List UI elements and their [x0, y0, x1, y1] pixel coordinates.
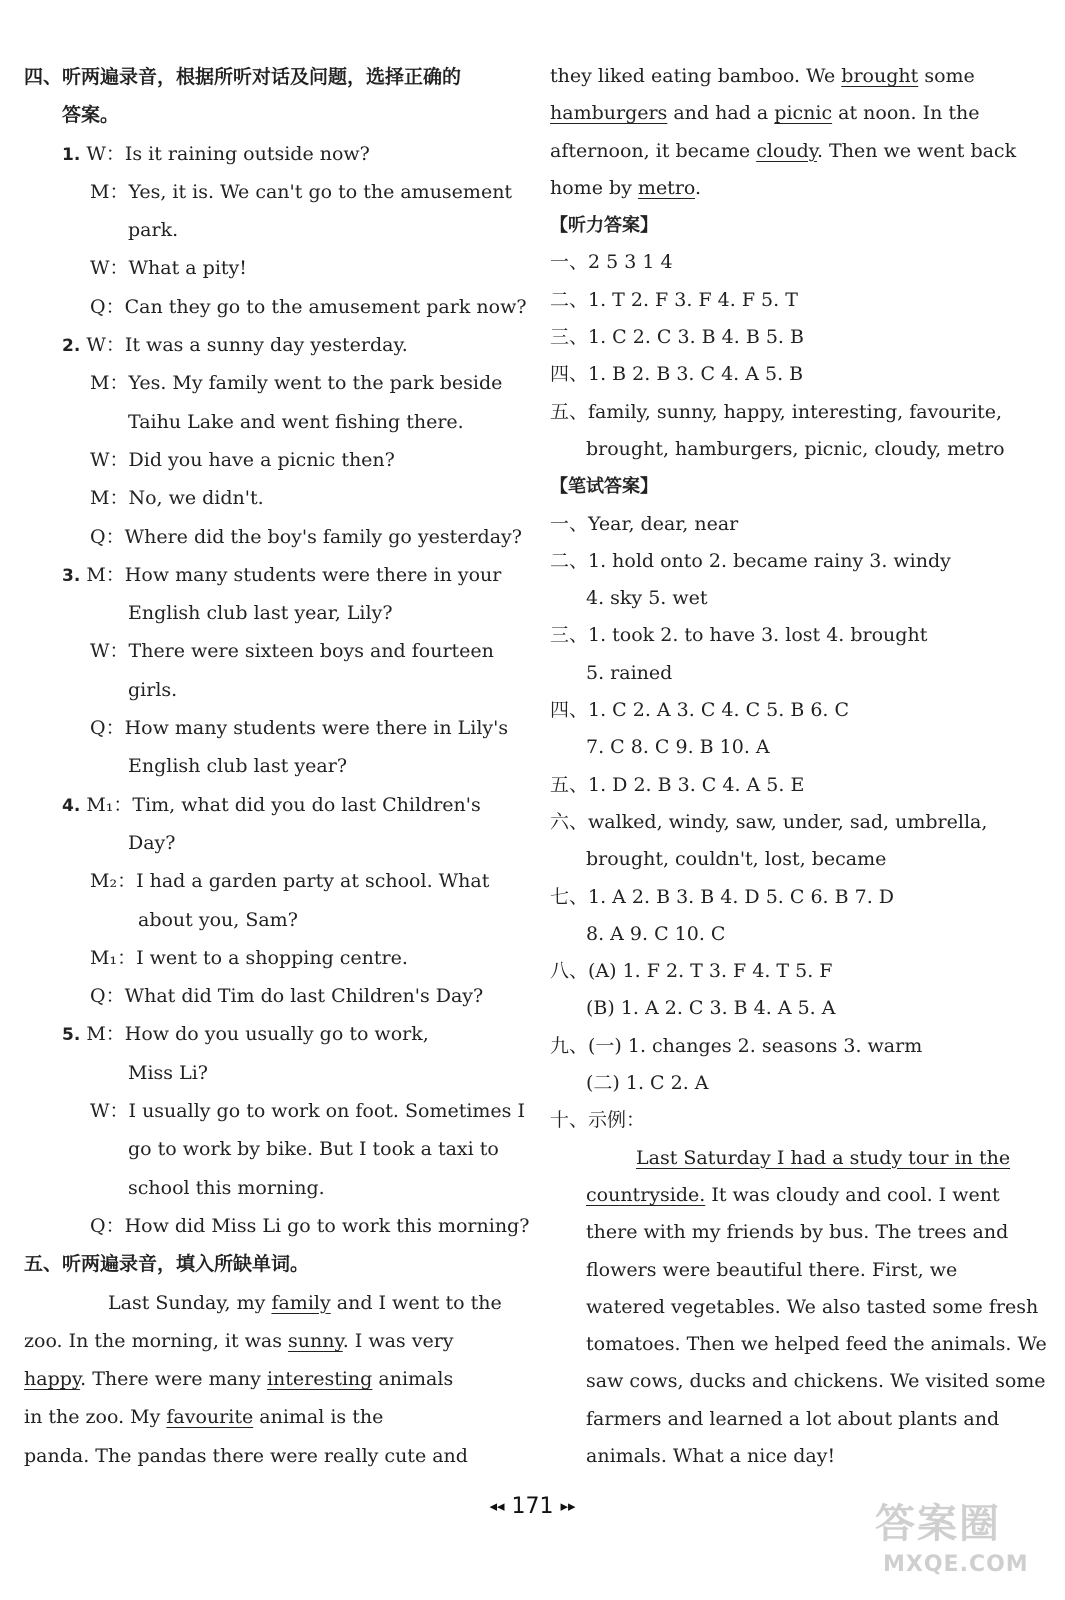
- q4-m2: M₂：I had a garden party at school. What: [90, 870, 490, 893]
- blank-picnic: picnic: [774, 102, 833, 125]
- q2-m1-cont: Taihu Lake and went fishing there.: [128, 410, 464, 433]
- q2-m2: M：No, we didn't.: [90, 487, 264, 510]
- q1-w1: 1. W：Is it raining outside now?: [62, 142, 370, 165]
- q2-w2: W：Did you have a picnic then?: [90, 448, 395, 471]
- passage-line-9: home by metro.: [550, 176, 702, 199]
- watermark-url: MXQE.COM: [883, 1552, 1029, 1577]
- written-answer-2-cont: 4. sky 5. wet: [586, 587, 708, 610]
- written-answers-header: 【笔试答案】: [550, 476, 658, 498]
- q4-m2-cont: about you, Sam?: [138, 908, 298, 931]
- q5-w1-cont2: school this morning.: [128, 1176, 325, 1199]
- blank-sunny: sunny: [288, 1329, 343, 1352]
- essay-line-1: Last Saturday I had a study tour in the: [636, 1146, 1011, 1169]
- watermark: [875, 1486, 1029, 1586]
- written-answer-2: 二、1. hold onto 2. became rainy 3. windy: [550, 549, 951, 572]
- essay-line-3: there with my friends by bus. The trees and: [586, 1221, 1009, 1244]
- q5-m1-cont: Miss Li?: [128, 1061, 208, 1084]
- q1-question: Q：Can they go to the amusement park now?: [90, 295, 527, 318]
- passage-line-4: in the zoo. My favourite animal is the: [24, 1406, 384, 1429]
- q2-w1: 2. W：It was a sunny day yesterday.: [62, 334, 408, 357]
- section-4-title-cont: 答案。: [62, 104, 120, 127]
- section-5-title: 五、听两遍录音，填入所缺单词。: [24, 1253, 310, 1276]
- q3-m1: 3. M：How many students were there in your: [62, 563, 502, 586]
- written-answer-9: 九、(一) 1. changes 2. seasons 3. warm: [550, 1034, 923, 1057]
- blank-interesting: interesting: [266, 1368, 373, 1391]
- q3-w1-cont: girls.: [128, 678, 178, 701]
- essay-line-4: flowers were beautiful there. First, we: [586, 1258, 958, 1281]
- q3-w1: W：There were sixteen boys and fourteen: [90, 640, 494, 663]
- q3-question: Q：How many students were there in Lily's: [90, 717, 509, 740]
- passage-line-5: panda. The pandas there were really cute and: [24, 1444, 468, 1467]
- written-answer-4: 四、1. C 2. A 3. C 4. C 5. B 6. C: [550, 699, 850, 722]
- listening-answer-1: 一、2 5 3 1 4: [550, 251, 673, 274]
- written-answer-10: 十、示例：: [550, 1109, 646, 1132]
- blank-favourite: favourite: [166, 1406, 254, 1429]
- essay-line-7: saw cows, ducks and chickens. We visited some: [586, 1370, 1046, 1393]
- written-answer-4-cont: 7. C 8. C 9. B 10. A: [586, 736, 770, 759]
- q1-w2: W：What a pity!: [90, 257, 247, 280]
- written-answer-7: 七、1. A 2. B 3. B 4. D 5. C 6. B 7. D: [550, 885, 895, 908]
- q3-m1-cont: English club last year, Lily?: [128, 602, 393, 625]
- written-answer-1: 一、Year, dear, near: [550, 512, 739, 535]
- passage-line-1: Last Sunday, my family and I went to the: [108, 1291, 502, 1314]
- written-answer-5: 五、1. D 2. B 3. C 4. A 5. E: [550, 773, 805, 796]
- q5-w1-cont: go to work by bike. But I took a taxi to: [128, 1138, 499, 1161]
- essay-line-5: watered vegetables. We also tasted some fresh: [586, 1295, 1039, 1318]
- q4-m1-cont: Day?: [128, 831, 176, 854]
- blank-hamburgers: hamburgers: [550, 102, 668, 125]
- essay-line-9: animals. What a nice day!: [586, 1444, 836, 1467]
- page-number: 171: [511, 1494, 554, 1519]
- written-answer-6: 六、walked, windy, saw, under, sad, umbrella,: [550, 810, 988, 833]
- passage-line-3: happy. There were many interesting animals: [24, 1368, 454, 1391]
- essay-line-6: tomatoes. Then we helped feed the animals. We: [586, 1333, 1047, 1356]
- essay-line-2: countryside. It was cloudy and cool. I went: [586, 1183, 1000, 1206]
- written-answer-9-cont: (二) 1. C 2. A: [586, 1072, 709, 1095]
- right-column: [550, 58, 1047, 1475]
- q1-m1: M：Yes, it is. We can't go to the amusement: [90, 180, 513, 203]
- listening-answer-5-cont: brought, hamburgers, picnic, cloudy, metro: [586, 437, 1005, 460]
- passage-line-2: zoo. In the morning, it was sunny. I was very: [24, 1329, 454, 1352]
- q5-m1: 5. M：How do you usually go to work,: [62, 1023, 429, 1046]
- q4-question: Q：What did Tim do last Children's Day?: [90, 985, 484, 1008]
- q5-w1: W：I usually go to work on foot. Sometimes I: [90, 1100, 525, 1123]
- blank-metro: metro: [637, 176, 696, 199]
- listening-answer-4: 四、1. B 2. B 3. C 4. A 5. B: [550, 363, 804, 386]
- q3-question-cont: English club last year?: [128, 755, 348, 778]
- blank-family: family: [271, 1291, 331, 1314]
- written-answer-3: 三、1. took 2. to have 3. lost 4. brought: [550, 624, 928, 647]
- prev-arrows-icon: ◂◂: [489, 1497, 505, 1515]
- written-answer-3-cont: 5. rained: [586, 661, 673, 684]
- q4-m1-reply: M₁：I went to a shopping centre.: [90, 946, 408, 969]
- passage-line-6: they liked eating bamboo. We brought some: [550, 65, 975, 87]
- written-answer-6-cont: brought, couldn't, lost, became: [586, 848, 887, 871]
- q5-question: Q：How did Miss Li go to work this morning?: [90, 1214, 530, 1237]
- next-arrows-icon: ▸▸: [560, 1497, 576, 1515]
- listening-answer-5: 五、family, sunny, happy, interesting, favourite,: [550, 400, 1003, 423]
- listening-answer-2: 二、1. T 2. F 3. F 4. F 5. T: [550, 288, 798, 311]
- blank-brought: brought: [841, 65, 919, 87]
- left-column: [24, 58, 530, 1475]
- written-answer-8: 八、(A) 1. F 2. T 3. F 4. T 5. F: [550, 960, 833, 983]
- q4-m1: 4. M₁：Tim, what did you do last Children's: [62, 793, 481, 816]
- q1-m1-cont: park.: [128, 219, 179, 242]
- written-answer-8-cont: (B) 1. A 2. C 3. B 4. A 5. A: [586, 997, 836, 1020]
- section-4-title: 四、听两遍录音，根据所听对话及问题，选择正确的: [24, 66, 462, 88]
- blank-cloudy: cloudy: [756, 139, 817, 162]
- blank-happy: happy: [24, 1368, 81, 1391]
- passage-line-7: hamburgers and had a picnic at noon. In the: [550, 102, 980, 125]
- essay-line-8: farmers and learned a lot about plants and: [586, 1407, 1000, 1430]
- passage-line-8: afternoon, it became cloudy. Then we went back: [550, 139, 1017, 162]
- written-answer-7-cont: 8. A 9. C 10. C: [586, 922, 726, 945]
- q2-question: Q：Where did the boy's family go yesterday?: [90, 525, 522, 548]
- watermark-logo: 答案圈: [875, 1501, 1001, 1547]
- listening-answers-header: 【听力答案】: [550, 215, 658, 237]
- listening-answer-3: 三、1. C 2. C 3. B 4. B 5. B: [550, 326, 804, 349]
- q2-m1: M：Yes. My family went to the park beside: [90, 372, 503, 395]
